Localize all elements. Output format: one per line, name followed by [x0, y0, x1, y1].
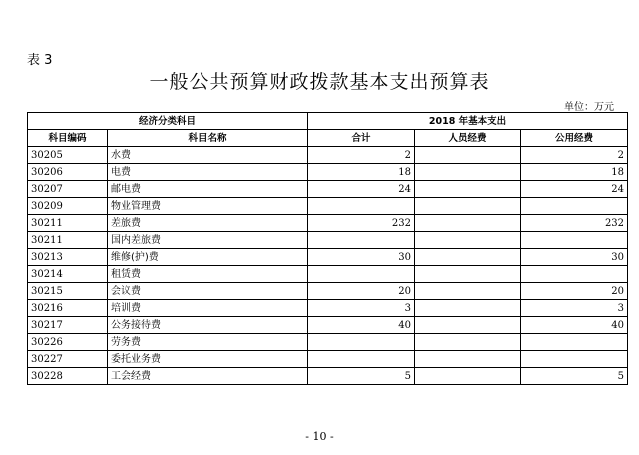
public-expense-cell: 2	[521, 147, 628, 164]
header-economic-classification: 经济分类科目	[28, 113, 308, 130]
subject-name-cell: 培训费	[108, 300, 308, 317]
table-number-label: 表 3	[27, 53, 53, 68]
public-expense-cell: 3	[521, 300, 628, 317]
page-number: - 10 -	[305, 430, 334, 443]
header-total: 合计	[308, 130, 415, 147]
header-public-expense: 公用经费	[521, 130, 628, 147]
total-cell: 3	[308, 300, 415, 317]
header-subject-code: 科目编码	[28, 130, 108, 147]
subject-name-cell: 委托业务费	[108, 351, 308, 368]
public-expense-cell	[521, 232, 628, 249]
total-cell: 5	[308, 368, 415, 385]
total-cell: 20	[308, 283, 415, 300]
table-row	[28, 249, 628, 266]
subject-code-cell: 30226	[28, 334, 108, 351]
public-expense-cell: 20	[521, 283, 628, 300]
public-expense-cell: 232	[521, 215, 628, 232]
personnel-expense-cell	[415, 368, 521, 385]
header-subject-name: 科目名称	[108, 130, 308, 147]
personnel-expense-cell	[415, 181, 521, 198]
subject-name-cell: 水费	[108, 147, 308, 164]
subject-code-cell: 30217	[28, 317, 108, 334]
personnel-expense-cell	[415, 283, 521, 300]
subject-name-cell: 维修(护)费	[108, 249, 308, 266]
public-expense-cell: 18	[521, 164, 628, 181]
table-row	[28, 164, 628, 181]
table-row	[28, 283, 628, 300]
total-cell	[308, 198, 415, 215]
subject-name-cell: 会议费	[108, 283, 308, 300]
public-expense-cell	[521, 351, 628, 368]
table-row	[28, 300, 628, 317]
header-basic-expenditure: 2018 年基本支出	[308, 113, 628, 130]
subject-code-cell: 30207	[28, 181, 108, 198]
public-expense-cell: 5	[521, 368, 628, 385]
page-title: 一般公共预算财政拨款基本支出预算表	[149, 71, 490, 93]
personnel-expense-cell	[415, 232, 521, 249]
subject-code-cell: 30227	[28, 351, 108, 368]
total-cell	[308, 266, 415, 283]
table-row	[28, 368, 628, 385]
total-cell	[308, 232, 415, 249]
public-expense-cell: 40	[521, 317, 628, 334]
personnel-expense-cell	[415, 266, 521, 283]
subject-name-cell: 劳务费	[108, 334, 308, 351]
subject-code-cell: 30206	[28, 164, 108, 181]
public-expense-cell	[521, 334, 628, 351]
subject-code-cell: 30211	[28, 215, 108, 232]
personnel-expense-cell	[415, 334, 521, 351]
subject-name-cell: 差旅费	[108, 215, 308, 232]
subject-code-cell: 30211	[28, 232, 108, 249]
personnel-expense-cell	[415, 300, 521, 317]
header-personnel-expense: 人员经费	[415, 130, 521, 147]
table-row	[28, 232, 628, 249]
subject-code-cell: 30209	[28, 198, 108, 215]
personnel-expense-cell	[415, 215, 521, 232]
personnel-expense-cell	[415, 147, 521, 164]
table-row	[28, 181, 628, 198]
public-expense-cell: 30	[521, 249, 628, 266]
subject-name-cell: 国内差旅费	[108, 232, 308, 249]
table-row	[28, 317, 628, 334]
public-expense-cell	[521, 266, 628, 283]
total-cell: 232	[308, 215, 415, 232]
total-cell: 30	[308, 249, 415, 266]
subject-code-cell: 30213	[28, 249, 108, 266]
header-group-row	[28, 113, 628, 130]
subject-code-cell: 30214	[28, 266, 108, 283]
table-row	[28, 266, 628, 283]
subject-code-cell: 30215	[28, 283, 108, 300]
total-cell	[308, 334, 415, 351]
table-header	[28, 113, 628, 147]
total-cell: 2	[308, 147, 415, 164]
total-cell: 18	[308, 164, 415, 181]
personnel-expense-cell	[415, 198, 521, 215]
subject-name-cell: 电费	[108, 164, 308, 181]
total-cell: 40	[308, 317, 415, 334]
personnel-expense-cell	[415, 351, 521, 368]
personnel-expense-cell	[415, 164, 521, 181]
table-row	[28, 215, 628, 232]
unit-label: 单位：万元	[564, 102, 614, 113]
subject-name-cell: 物业管理费	[108, 198, 308, 215]
subject-name-cell: 公务接待费	[108, 317, 308, 334]
public-expense-cell: 24	[521, 181, 628, 198]
subject-name-cell: 租赁费	[108, 266, 308, 283]
table-row	[28, 351, 628, 368]
subject-code-cell: 30216	[28, 300, 108, 317]
subject-name-cell: 工会经费	[108, 368, 308, 385]
table-body	[28, 147, 628, 385]
total-cell: 24	[308, 181, 415, 198]
table-row	[28, 147, 628, 164]
total-cell	[308, 351, 415, 368]
subject-code-cell: 30205	[28, 147, 108, 164]
budget-table	[27, 112, 628, 385]
personnel-expense-cell	[415, 317, 521, 334]
table-row	[28, 334, 628, 351]
table-row	[28, 198, 628, 215]
subject-code-cell: 30228	[28, 368, 108, 385]
subject-name-cell: 邮电费	[108, 181, 308, 198]
personnel-expense-cell	[415, 249, 521, 266]
public-expense-cell	[521, 198, 628, 215]
header-column-row	[28, 130, 628, 147]
